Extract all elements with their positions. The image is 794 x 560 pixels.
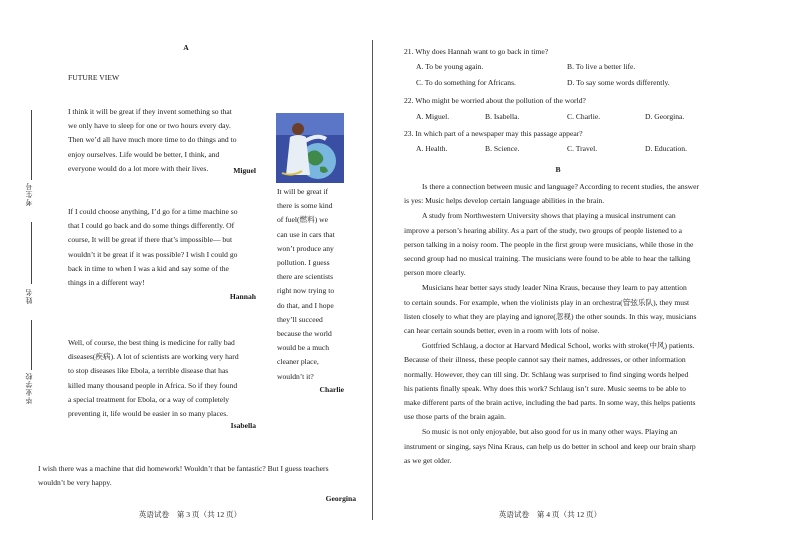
q23-option-d[interactable]: D. Education.	[645, 144, 687, 153]
paragraph-3	[404, 281, 712, 338]
q22-option-c[interactable]: C. Charlie.	[567, 112, 601, 121]
page-divider	[372, 40, 373, 520]
text-line: wouldn’t be very happy.	[38, 478, 112, 488]
text-line: can use in cars that	[277, 229, 335, 239]
text-line: there is some kind	[277, 201, 333, 211]
charlie-name: Charlie	[319, 385, 344, 394]
text-line: cleaner place,	[277, 357, 319, 367]
text-line: instrument or singing, says Nina Kraus, can help us do better in school and keep our brain sharp	[404, 441, 696, 451]
text-line: as we get older.	[404, 455, 452, 465]
text-line: things in a different way!	[68, 278, 145, 288]
q21-option-b[interactable]: B. To live a better life.	[567, 62, 636, 71]
q21-option-c[interactable]: C. To do something for Africans.	[416, 78, 516, 87]
q22-option-d[interactable]: D. Georgina.	[645, 112, 685, 121]
text-line: Musicians hear better says study leader Nina Kraus, because they learn to pay attention	[422, 283, 687, 293]
text-line: Well, of course, the best thing is medicine for rally bad	[68, 338, 235, 347]
paragraph-2	[404, 209, 712, 280]
text-line: make different parts of the brain active, including the bad parts. In some way, this helps patients	[404, 398, 696, 408]
future-view-heading: FUTURE VIEW	[68, 73, 120, 82]
left-page-footer: 英语试卷 第 3 页（共 12 页）	[138, 510, 242, 519]
text-line: improve a person’s hearing ability. As a part of the study, two groups of people listened to a	[404, 225, 683, 235]
text-line: person talking in a noisy room. The people in the first group were musicians, while those in the	[404, 239, 694, 249]
text-line: to certain sounds. For example, when the violinists play in an orchestra(管弦乐队), they must	[404, 297, 690, 307]
text-line: I wish there was a machine that did homework! Wouldn’t that be fantastic? But I guess teachers	[38, 464, 329, 473]
text-line: So music is not only enjoyable, but also good for us in many other ways. Playing an	[422, 427, 678, 437]
name-label: 姓名	[25, 288, 33, 304]
text-line: to stop diseases like Ebola, a terrible disease that has	[68, 366, 229, 376]
text-line: killed many thousand people in Africa. So if they found	[68, 380, 238, 390]
text-line: A study from Northwestern University shows that playing a musical instrument can	[422, 211, 676, 221]
section-a-label: A	[183, 43, 189, 52]
text-line: his patients finally speak. Why does this work? Schlaug isn’t sure. Music seems to be able to	[404, 383, 686, 393]
text-line: diseases(疾病). A lot of scientists are working very hard	[68, 352, 239, 362]
miguel-name: Miguel	[233, 166, 256, 175]
text-line: we only have to sleep for one or two hours every day.	[68, 121, 231, 131]
school-label: 毕业学校	[25, 372, 33, 404]
isabella-name: Isabella	[230, 421, 256, 430]
question-23: 23. In which part of a newspaper may this passage appear?	[404, 129, 583, 138]
text-line: pollution. I guess	[277, 258, 330, 268]
charlie-text	[277, 185, 357, 384]
exam-number-label: 考生号	[25, 182, 33, 206]
text-line: use those parts of the brain again.	[404, 412, 506, 422]
text-line: would be a much	[277, 343, 330, 353]
text-line: back in time to when I was a kid and say some of the	[68, 263, 229, 273]
georgina-name: Georgina	[325, 494, 356, 503]
text-line: is yes: Music helps develop certain language abilities in the brain.	[404, 196, 605, 206]
q21-option-d[interactable]: D. To say some words differently.	[567, 78, 670, 87]
text-line: If I could choose anything, I’d go for a time machine so	[68, 207, 238, 216]
text-line: do that, and I hope	[277, 300, 334, 310]
q22-option-b[interactable]: B. Isabella.	[485, 112, 520, 121]
text-line: there are scientists	[277, 272, 334, 282]
text-line: won’t produce any	[277, 243, 334, 253]
text-line: preventing it, life would be easier in so many places.	[68, 409, 229, 419]
paragraph-1	[404, 180, 712, 208]
text-line: of fuel(燃料) we	[277, 215, 329, 225]
text-line: Because of their illness, these people cannot say their names, addresses, or other information	[404, 355, 686, 365]
text-line: Is there a connection between music and language? According to recent studies, the answer	[422, 182, 700, 191]
passage-b	[404, 180, 712, 468]
georgina-text	[38, 462, 368, 490]
q21-option-a[interactable]: A. To be young again.	[416, 62, 484, 71]
question-21: 21. Why does Hannah want to go back in time?	[404, 47, 549, 56]
hannah-text	[68, 205, 258, 290]
text-line: a special treatment for Ebola, or a way of completely	[68, 394, 230, 404]
hannah-name: Hannah	[229, 292, 256, 301]
text-line: wouldn’t it?	[277, 371, 314, 381]
isabella-text	[68, 336, 268, 421]
text-line: I think it will be great if they invent something so that	[68, 107, 232, 116]
text-line: course, It will be great if there that’s impossible— but	[68, 235, 233, 245]
text-line: second group had no musical training. The musicians were found to be able to hear the talking	[404, 254, 691, 264]
text-line: because the world	[277, 329, 332, 339]
text-line: person more clearly.	[404, 268, 466, 278]
text-line: everyone would do a lot more with their lives.	[68, 163, 209, 173]
binding-line-middle	[31, 222, 32, 284]
text-line: can hear certain sounds better, even in a room with lots of noise.	[404, 326, 600, 336]
q22-option-a[interactable]: A. Miguel.	[416, 112, 450, 121]
text-line: they’ll succeed	[277, 314, 323, 324]
right-page-footer: 英语试卷 第 4 页（共 12 页）	[498, 510, 602, 519]
text-line: It will be great if	[277, 187, 329, 196]
text-line: Then we’d all have much more time to do things and to	[68, 135, 237, 145]
paragraph-4	[404, 339, 712, 424]
question-22: 22. Who might be worried about the pollution of the world?	[404, 96, 586, 105]
text-line: wouldn’t it be great if it was possible? I wish I could go	[68, 249, 238, 259]
text-line: Gottfried Schlaug, a doctor at Harvard Medical School, works with stroke(中风) patients.	[422, 341, 695, 351]
globe-illustration	[276, 113, 344, 183]
binding-line-top	[31, 110, 32, 180]
q23-option-b[interactable]: B. Science.	[485, 144, 520, 153]
text-line: that I could go back and do some things differently. Of	[68, 221, 235, 231]
text-line: listen closely to what they are playing and ignore(忽视) the other sounds. In this way, musicians	[404, 311, 697, 321]
text-line: right now trying to	[277, 286, 335, 296]
q23-option-a[interactable]: A. Health.	[416, 144, 448, 153]
paragraph-5	[404, 425, 712, 468]
binding-line-bottom	[31, 320, 32, 370]
text-line: normally. However, they can till sing. Dr. Schlaug was surprised to find singing words helped	[404, 369, 689, 379]
q23-option-c[interactable]: C. Travel.	[567, 144, 598, 153]
section-b-label: B	[555, 165, 561, 174]
text-line: enjoy ourselves. Life would be better, I think, and	[68, 149, 220, 159]
